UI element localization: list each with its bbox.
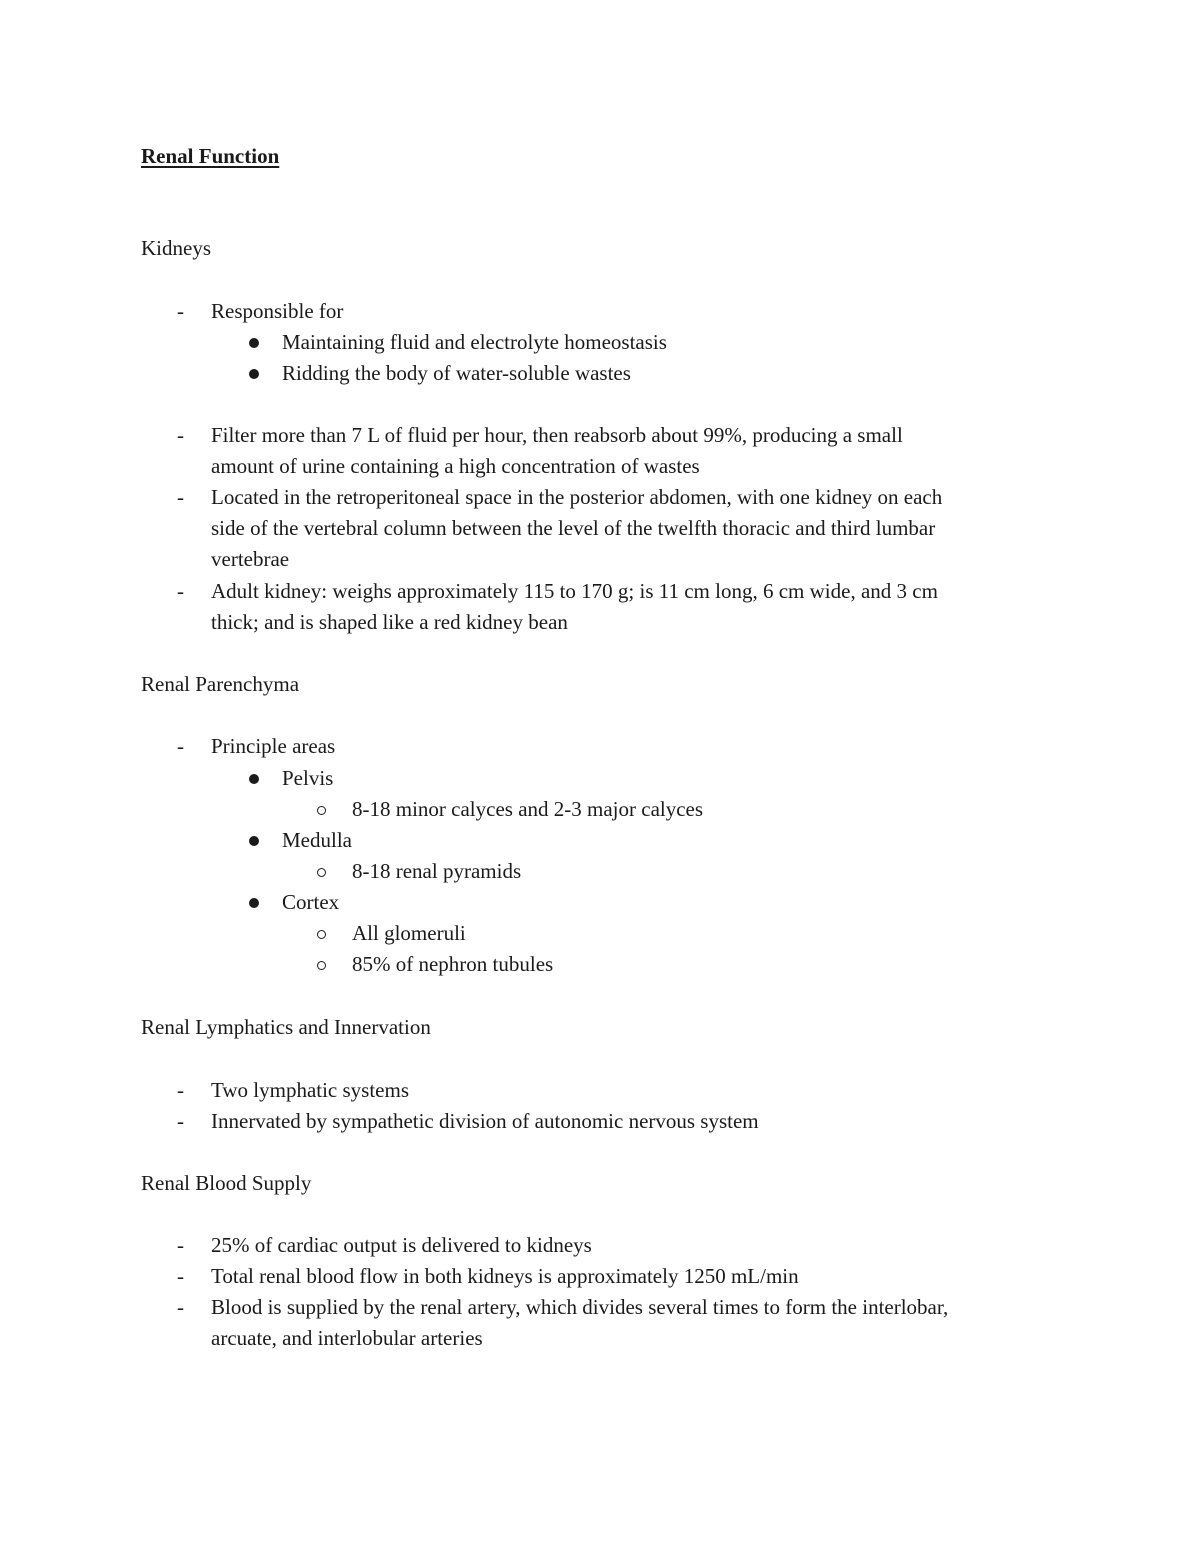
section-heading-kidneys: Kidneys (141, 236, 211, 260)
list-item-text: thick; and is shaped like a red kidney bean (211, 610, 568, 634)
dash-marker: - (177, 485, 184, 509)
list-item-text: arcuate, and interlobular arteries (211, 1326, 483, 1350)
hollow-bullet-icon (317, 961, 326, 970)
sub-bullet-item-text: 8-18 minor calyces and 2-3 major calyces (352, 797, 704, 821)
sub-bullet-item-text: 8-18 renal pyramids (352, 859, 522, 883)
bullet-item-text: Pelvis (282, 766, 334, 790)
hollow-bullet-icon (317, 868, 326, 877)
list-item-text: amount of urine containing a high concentration of wastes (211, 454, 700, 478)
section-heading-blood-supply: Renal Blood Supply (141, 1171, 312, 1195)
list-item-text: Blood is supplied by the renal artery, which divides several times to form the interlobar, (211, 1295, 949, 1319)
dash-marker: - (177, 423, 184, 447)
bullet-item-text: Maintaining fluid and electrolyte homeostasis (282, 330, 667, 354)
list-item-text: vertebrae (211, 547, 290, 571)
document-title: Renal Function (141, 144, 280, 168)
list-item-text: 25% of cardiac output is delivered to kidneys (211, 1233, 592, 1257)
bullet-item-text: Medulla (282, 828, 352, 852)
hollow-bullet-icon (317, 930, 326, 939)
dash-marker: - (177, 734, 184, 758)
list-item-text: Total renal blood flow in both kidneys is approximately 1250 mL/min (211, 1264, 799, 1288)
list-item-text: Principle areas (211, 734, 336, 758)
hollow-bullet-icon (317, 806, 326, 815)
filled-bullet-icon (249, 836, 259, 846)
filled-bullet-icon (249, 898, 259, 908)
list-item-text: Located in the retroperitoneal space in the posterior abdomen, with one kidney on each (211, 485, 943, 509)
section-heading-parenchyma: Renal Parenchyma (141, 672, 300, 696)
list-item-text: Innervated by sympathetic division of autonomic nervous system (211, 1109, 759, 1133)
dash-marker: - (177, 1295, 184, 1319)
dash-marker: - (177, 1264, 184, 1288)
section-heading-lymphatics: Renal Lymphatics and Innervation (141, 1015, 431, 1039)
dash-marker: - (177, 1109, 184, 1133)
list-item-text: Two lymphatic systems (211, 1078, 410, 1102)
sub-bullet-item-text: All glomeruli (352, 921, 466, 945)
dash-marker: - (177, 1078, 184, 1102)
filled-bullet-icon (249, 774, 259, 784)
list-item-text: Filter more than 7 L of fluid per hour, then reabsorb about 99%, producing a small (211, 423, 903, 447)
filled-bullet-icon (249, 338, 259, 348)
sub-bullet-item-text: 85% of nephron tubules (352, 952, 554, 976)
bullet-item-text: Ridding the body of water-soluble wastes (282, 361, 631, 385)
dash-marker: - (177, 579, 184, 603)
list-item-text: Adult kidney: weighs approximately 115 to 170 g; is 11 cm long, 6 cm wide, and 3 cm (211, 579, 938, 603)
list-item-text: Responsible for (211, 299, 344, 323)
dash-marker: - (177, 299, 184, 323)
dash-marker: - (177, 1233, 184, 1257)
list-item-text: side of the vertebral column between the level of the twelfth thoracic and third lumbar (211, 516, 936, 540)
filled-bullet-icon (249, 369, 259, 379)
bullet-item-text: Cortex (282, 890, 340, 914)
